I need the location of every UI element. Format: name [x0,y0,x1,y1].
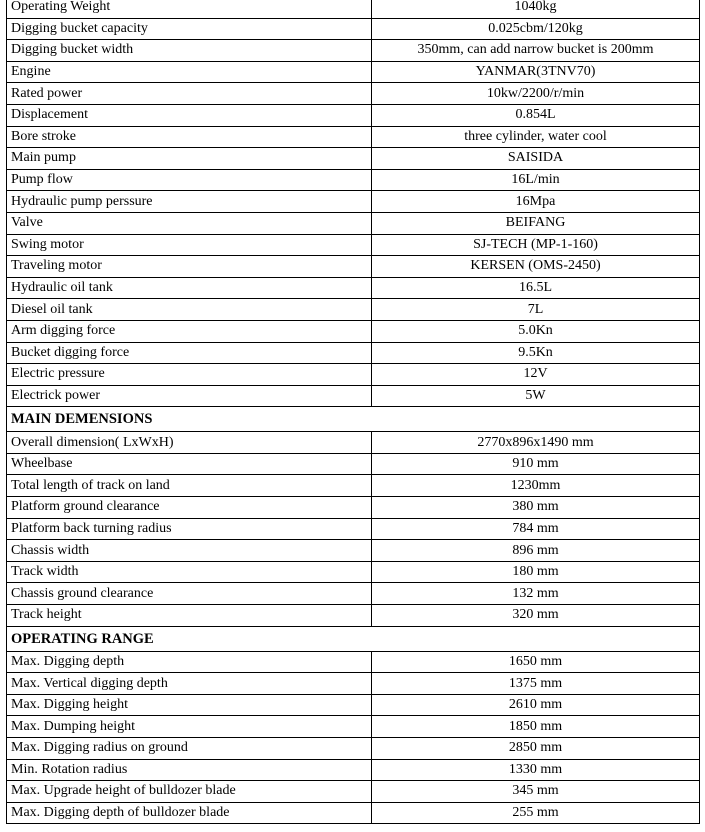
table-row [7,518,700,540]
spec-value: 1650 mm [372,651,700,673]
spec-value: 1375 mm [372,673,700,695]
spec-value: 910 mm [372,453,700,475]
spec-value: 350mm, can add narrow bucket is 200mm [372,40,700,62]
spec-table [6,0,700,824]
table-row [7,0,700,18]
spec-label: Traveling motor [7,256,372,278]
spec-label: Diesel oil tank [7,299,372,321]
table-row [7,694,700,716]
table-row [7,561,700,583]
spec-label: Swing motor [7,234,372,256]
spec-label: Digging bucket width [7,40,372,62]
spec-label: Engine [7,61,372,83]
table-row [7,453,700,475]
spec-label: Electric pressure [7,364,372,386]
spec-label: Max. Dumping height [7,716,372,738]
table-row [7,83,700,105]
spec-label: Max. Digging height [7,694,372,716]
table-row [7,148,700,170]
table-row [7,342,700,364]
section-row [7,626,700,651]
spec-label: Operating Weight [7,0,372,18]
table-row [7,126,700,148]
table-row [7,673,700,695]
table-row [7,432,700,454]
spec-value: 16L/min [372,169,700,191]
table-row [7,759,700,781]
table-row [7,605,700,627]
spec-label: Chassis ground clearance [7,583,372,605]
spec-value: 5.0Kn [372,320,700,342]
spec-label: Max. Vertical digging depth [7,673,372,695]
table-row [7,651,700,673]
table-row [7,169,700,191]
spec-label: Chassis width [7,540,372,562]
spec-value: 1230mm [372,475,700,497]
spec-label: Track height [7,605,372,627]
spec-value: 2770x896x1490 mm [372,432,700,454]
spec-label: Rated power [7,83,372,105]
spec-label: Track width [7,561,372,583]
spec-label: Max. Digging depth of bulldozer blade [7,802,372,824]
spec-label: Total length of track on land [7,475,372,497]
spec-label: Min. Rotation radius [7,759,372,781]
table-row [7,40,700,62]
spec-value: YANMAR(3TNV70) [372,61,700,83]
spec-value: KERSEN (OMS-2450) [372,256,700,278]
table-row [7,212,700,234]
spec-value: 180 mm [372,561,700,583]
table-row [7,256,700,278]
spec-label: Digging bucket capacity [7,18,372,40]
table-row [7,716,700,738]
spec-value: 5W [372,385,700,407]
spec-value: 345 mm [372,781,700,803]
table-row [7,738,700,760]
table-row [7,540,700,562]
spec-label: Arm digging force [7,320,372,342]
table-row [7,234,700,256]
spec-label: Wheelbase [7,453,372,475]
spec-value: 784 mm [372,518,700,540]
table-row [7,277,700,299]
table-row [7,475,700,497]
table-row [7,61,700,83]
table-row [7,497,700,519]
spec-value: 896 mm [372,540,700,562]
spec-value: 1850 mm [372,716,700,738]
spec-label: Overall dimension( LxWxH) [7,432,372,454]
spec-label: Hydraulic pump perssure [7,191,372,213]
spec-value: 1040kg [372,0,700,18]
table-row [7,385,700,407]
spec-table-body [7,0,700,824]
spec-label: Displacement [7,104,372,126]
spec-value: 255 mm [372,802,700,824]
table-row [7,299,700,321]
spec-value: 132 mm [372,583,700,605]
spec-value: BEIFANG [372,212,700,234]
spec-value: SAISIDA [372,148,700,170]
spec-value: 16.5L [372,277,700,299]
spec-label: Pump flow [7,169,372,191]
spec-label: Bore stroke [7,126,372,148]
spec-value: 16Mpa [372,191,700,213]
spec-value: SJ-TECH (MP-1-160) [372,234,700,256]
spec-label: Hydraulic oil tank [7,277,372,299]
spec-value: 320 mm [372,605,700,627]
spec-label: Main pump [7,148,372,170]
section-heading: MAIN DEMENSIONS [7,407,700,432]
table-row [7,364,700,386]
spec-value: 12V [372,364,700,386]
table-row [7,191,700,213]
spec-label: Max. Digging radius on ground [7,738,372,760]
spec-label: Bucket digging force [7,342,372,364]
section-heading: OPERATING RANGE [7,626,700,651]
spec-label: Max. Upgrade height of bulldozer blade [7,781,372,803]
table-row [7,18,700,40]
spec-value: 10kw/2200/r/min [372,83,700,105]
spec-value: 0.854L [372,104,700,126]
table-row [7,583,700,605]
spec-value: 0.025cbm/120kg [372,18,700,40]
spec-value: 7L [372,299,700,321]
section-row [7,407,700,432]
table-row [7,104,700,126]
table-row [7,802,700,824]
spec-value: 2850 mm [372,738,700,760]
table-row [7,320,700,342]
spec-value: 9.5Kn [372,342,700,364]
spec-label: Max. Digging depth [7,651,372,673]
spec-value: three cylinder, water cool [372,126,700,148]
table-row [7,781,700,803]
spec-label: Platform ground clearance [7,497,372,519]
spec-label: Valve [7,212,372,234]
spec-label: Platform back turning radius [7,518,372,540]
spec-value: 1330 mm [372,759,700,781]
spec-value: 380 mm [372,497,700,519]
spec-label: Electrick power [7,385,372,407]
spec-value: 2610 mm [372,694,700,716]
